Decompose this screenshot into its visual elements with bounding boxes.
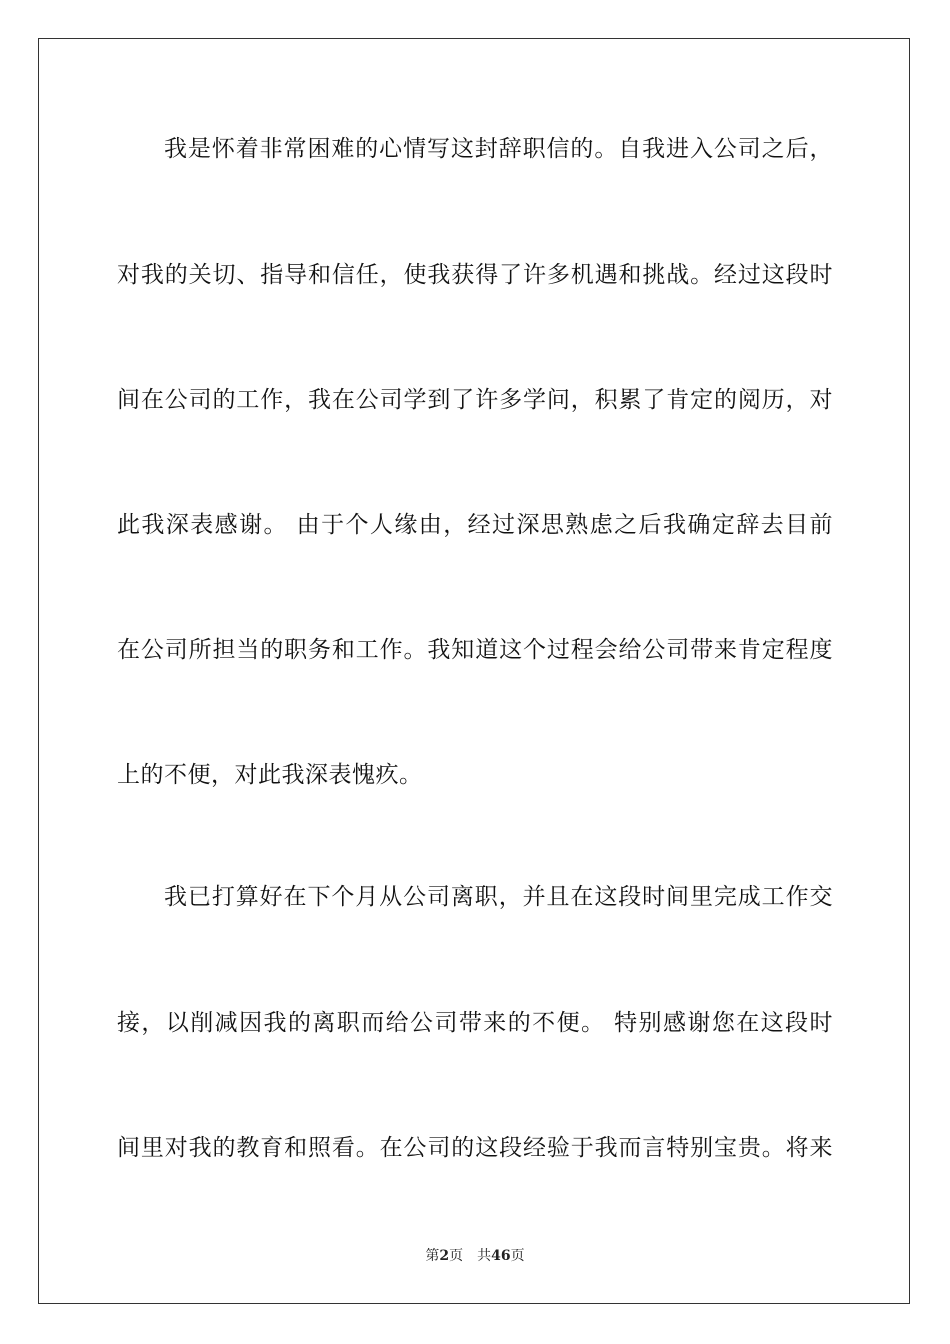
paragraph-1-line-4: 此我深表感谢。 由于个人缘由，经过深思熟虑之后我确定辞去目前: [117, 512, 833, 538]
page-suffix: 页: [449, 1248, 464, 1264]
page-border: [38, 38, 910, 1304]
page-number: 2: [439, 1248, 450, 1264]
page-prefix: 第: [425, 1248, 440, 1264]
paragraph-2-line-2: 接，以削减因我的离职而给公司带来的不便。 特别感谢您在这段时: [117, 1010, 833, 1036]
total-prefix: 共: [477, 1248, 492, 1264]
paragraph-1-line-5: 在公司所担当的职务和工作。我知道这个过程会给公司带来肯定程度: [117, 637, 833, 663]
total-pages: 46: [491, 1248, 511, 1264]
paragraph-2-line-1: 我已打算好在下个月从公司离职，并且在这段时间里完成工作交: [164, 884, 833, 910]
paragraph-1-line-2: 对我的关切、指导和信任，使我获得了许多机遇和挑战。经过这段时: [117, 262, 833, 288]
paragraph-2-line-3: 间里对我的教育和照看。在公司的这段经验于我而言特别宝贵。将来: [117, 1135, 833, 1161]
paragraph-1-line-3: 间在公司的工作，我在公司学到了许多学问，积累了肯定的阅历，对: [117, 387, 833, 413]
paragraph-1-line-1: 我是怀着非常困难的心情写这封辞职信的。自我进入公司之后，: [164, 136, 833, 162]
page-footer: [0, 1247, 950, 1265]
paragraph-1-line-6: 上的不便，对此我深表愧疚。: [117, 762, 423, 788]
total-suffix: 页: [510, 1248, 525, 1264]
